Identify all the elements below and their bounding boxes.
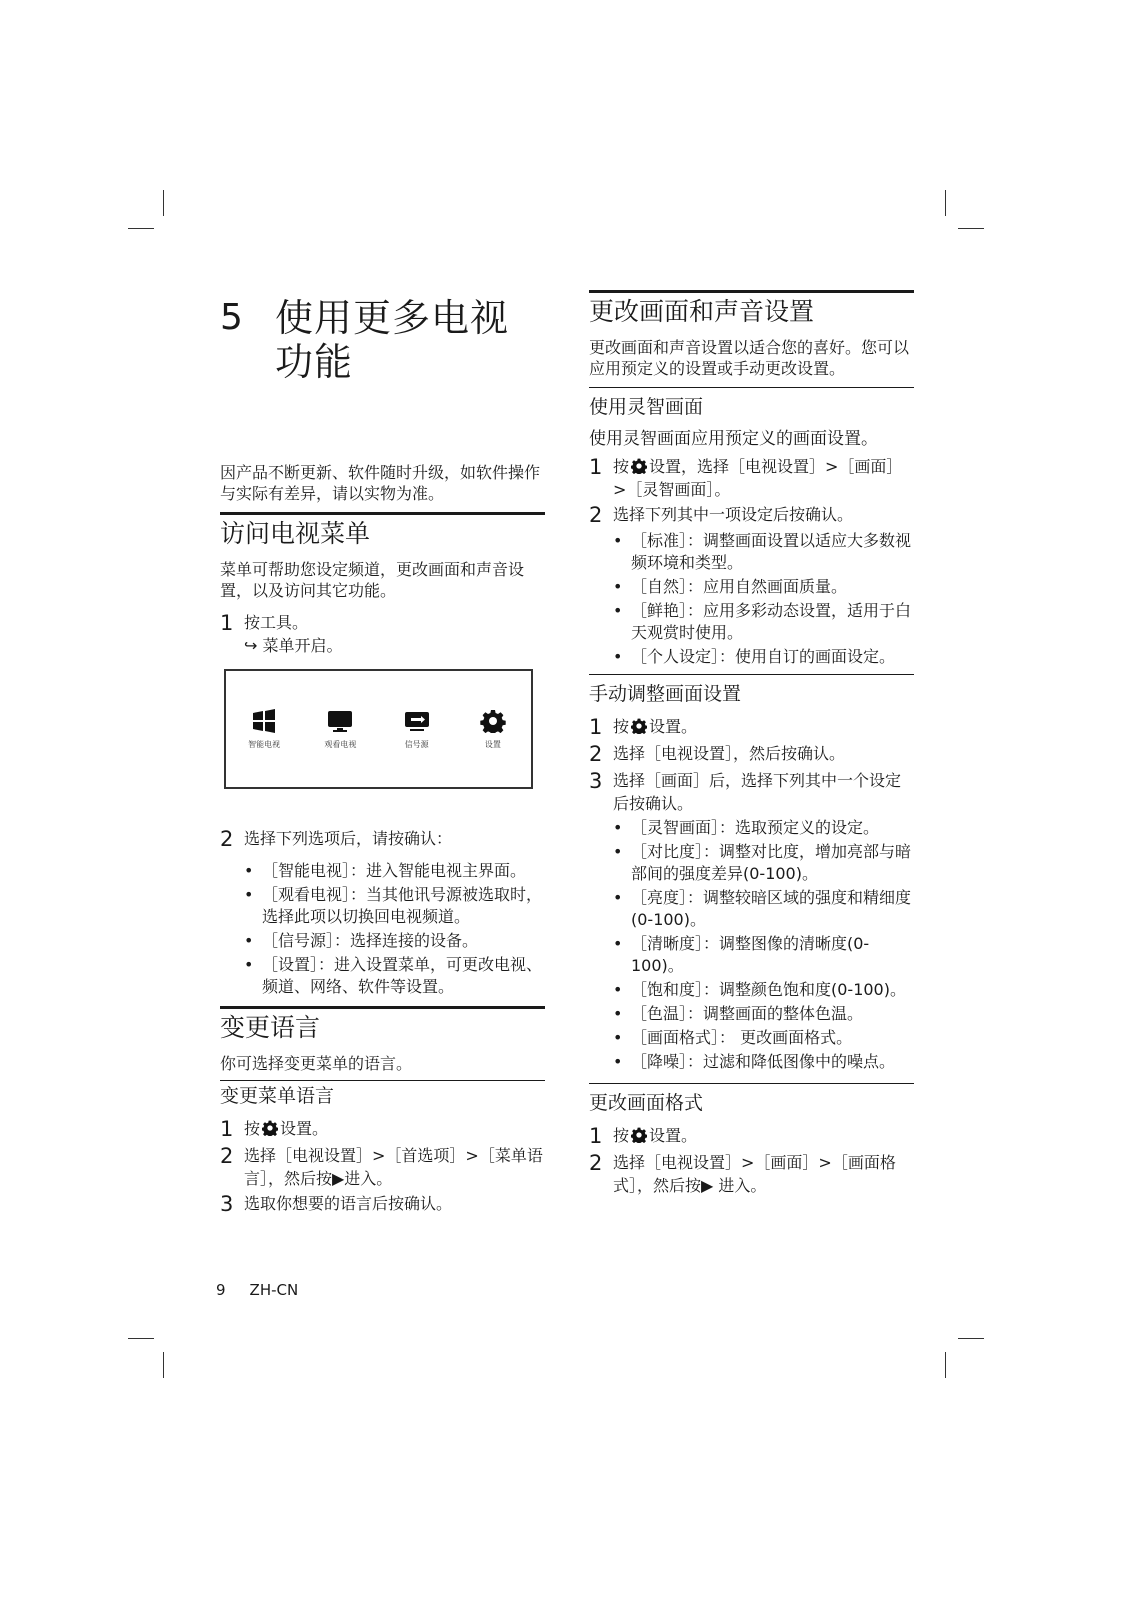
step-text: 按工具。 xyxy=(244,613,309,632)
change-language-intro: 你可选择变更菜单的语言。 xyxy=(220,1054,413,1073)
gear-icon xyxy=(262,1120,278,1136)
list-item: • ［个人设定］：使用自订的画面设定。 xyxy=(613,647,896,666)
menu-label: 设置 xyxy=(484,739,501,749)
sub-divider xyxy=(589,674,914,675)
sub-divider xyxy=(220,1080,545,1081)
step-text: 选择下列其中一项设定后按确认。 xyxy=(613,505,854,524)
menu-label: 智能电视 xyxy=(248,739,281,749)
list-item: • ［鲜艳］：应用多彩动态设置，适用于白天观赏时使用。 xyxy=(613,601,912,642)
picture-sound-title: 更改画面和声音设置 xyxy=(589,297,815,326)
step-number: 1 xyxy=(589,715,603,739)
list-item: • ［降噪］：过滤和降低图像中的噪点。 xyxy=(613,1052,896,1071)
page-number: 9 xyxy=(216,1281,226,1299)
section-divider xyxy=(220,512,545,515)
step-number: 1 xyxy=(589,455,603,479)
list-item: • ［画面格式］： 更改画面格式。 xyxy=(613,1028,853,1047)
menu-item-smart-tv xyxy=(234,709,294,750)
list-item: • ［自然］：应用自然画面质量。 xyxy=(613,577,848,596)
manual-picture-subtitle: 手动调整画面设置 xyxy=(589,683,742,705)
gear-icon xyxy=(631,1127,647,1143)
change-language-title: 变更语言 xyxy=(220,1013,321,1042)
step xyxy=(220,827,545,852)
chapter-heading xyxy=(220,296,545,384)
step: 1 按 设置，选择［电视设置］>［画面］>［灵智画面］。 xyxy=(589,455,903,499)
menu-label: 观看电视 xyxy=(324,739,357,749)
source-icon xyxy=(404,709,430,733)
manual-picture-options xyxy=(613,817,914,1073)
tv-icon xyxy=(327,709,353,733)
left-column xyxy=(220,296,545,1219)
step-number: 3 xyxy=(220,1192,234,1216)
step-text: 选择［画面］后，选择下列其中一个设定后按确认。 xyxy=(613,771,902,813)
menu-item-watch-tv xyxy=(310,709,370,750)
menu-item-source xyxy=(387,709,447,750)
smart-picture-desc: 使用灵智画面应用预定义的画面设置。 xyxy=(589,429,878,449)
right-column xyxy=(589,290,914,1199)
page-footer xyxy=(216,1281,322,1299)
access-menu-intro: 菜单可帮助您设定频道，更改画面和声音设置，以及访问其它功能。 xyxy=(220,560,525,600)
list-item: • ［灵智画面］：选取预定义的设定。 xyxy=(613,818,880,837)
section-divider xyxy=(220,1006,545,1009)
gear-icon xyxy=(631,458,647,474)
step-number: 1 xyxy=(220,611,234,635)
list-item: • ［智能电视］：进入智能电视主界面。 xyxy=(244,861,527,880)
step-number: 2 xyxy=(220,827,234,851)
picture-sound-intro: 更改画面和声音设置以适合您的喜好。您可以应用预定义的设置或手动更改设置。 xyxy=(589,338,910,378)
gear-icon xyxy=(480,709,506,733)
sub-divider xyxy=(589,1083,914,1084)
disclaimer-note: 因产品不断更新、软件随时升级，如软件操作与实际有差异，请以实物为准。 xyxy=(220,463,541,503)
crop-mark xyxy=(163,1352,164,1378)
smart-picture-subtitle: 使用灵智画面 xyxy=(589,396,704,418)
step: 1 按 设置。 xyxy=(220,1117,329,1141)
menu-item-settings xyxy=(463,709,523,750)
step xyxy=(589,769,914,815)
step-number: 2 xyxy=(589,503,603,527)
step-number: 2 xyxy=(589,1151,603,1175)
step-number: 3 xyxy=(589,769,603,793)
step xyxy=(220,1144,545,1190)
picture-format-subtitle: 更改画面格式 xyxy=(589,1092,704,1114)
step xyxy=(589,503,914,528)
crop-mark xyxy=(163,190,164,216)
step-number: 1 xyxy=(220,1117,234,1141)
list-item: • ［色温］：调整画面的整体色温。 xyxy=(613,1004,864,1023)
step-text: 选择［电视设置］>［画面］>［画面格式］，然后按▶ 进入。 xyxy=(613,1153,896,1195)
list-item: • ［信号源］：选择连接的设备。 xyxy=(244,931,479,950)
language-code: ZH-CN xyxy=(249,1281,299,1299)
smart-picture-options xyxy=(613,530,914,668)
step-text: 选取你想要的语言后按确认。 xyxy=(244,1194,453,1213)
crop-mark xyxy=(128,1338,154,1339)
step-number: 2 xyxy=(589,742,603,766)
step: 1 按 设置。 xyxy=(589,1124,698,1148)
step-number: 1 xyxy=(589,1124,603,1148)
crop-mark xyxy=(958,1338,984,1339)
section-divider xyxy=(589,290,914,293)
menu-label: 信号源 xyxy=(404,739,429,749)
crop-mark xyxy=(128,228,154,229)
smart-tv-icon xyxy=(251,709,277,733)
list-item: • ［饱和度］：调整颜色饱和度(0-100)。 xyxy=(613,980,906,999)
list-item: • ［标准］：调整画面设置以适应大多数视频环境和类型。 xyxy=(613,531,912,572)
step xyxy=(220,611,545,657)
chapter-number: 5 xyxy=(220,297,243,338)
list-item: • ［观看电视］：当其他讯号源被选取时，选择此项以切换回电视频道。 xyxy=(244,885,543,926)
sub-divider xyxy=(589,387,914,388)
step-result: ↪ 菜单开启。 xyxy=(244,636,343,655)
step xyxy=(589,742,914,767)
crop-mark xyxy=(945,190,946,216)
gear-icon xyxy=(631,718,647,734)
step-text: 选择［电视设置］>［首选项］>［菜单语言］，然后按▶进入。 xyxy=(244,1146,543,1188)
tv-menu-illustration xyxy=(224,669,533,789)
menu-options-list xyxy=(244,860,545,998)
step xyxy=(220,1192,545,1217)
list-item: • ［设置］：进入设置菜单，可更改电视、频道、网络、软件等设置。 xyxy=(244,955,543,996)
crop-mark xyxy=(958,228,984,229)
chapter-title-line1: 使用更多电视 xyxy=(275,296,510,340)
step-text: 选择［电视设置］，然后按确认。 xyxy=(613,744,846,763)
step: 1 按 设置。 xyxy=(589,715,698,739)
menu-language-subtitle: 变更菜单语言 xyxy=(220,1085,335,1107)
step-number: 2 xyxy=(220,1144,234,1168)
step-text: 选择下列选项后，请按确认： xyxy=(244,829,453,848)
list-item: • ［清晰度］：调整图像的清晰度(0-100)。 xyxy=(613,934,870,975)
crop-mark xyxy=(945,1352,946,1378)
step xyxy=(589,1151,914,1197)
list-item: • ［亮度］：调整较暗区域的强度和精细度(0-100)。 xyxy=(613,888,912,929)
list-item: • ［对比度］：调整对比度，增加亮部与暗部间的强度差异(0-100)。 xyxy=(613,842,912,883)
access-menu-title: 访问电视菜单 xyxy=(220,519,371,548)
chapter-title-line2: 功能 xyxy=(275,340,354,384)
